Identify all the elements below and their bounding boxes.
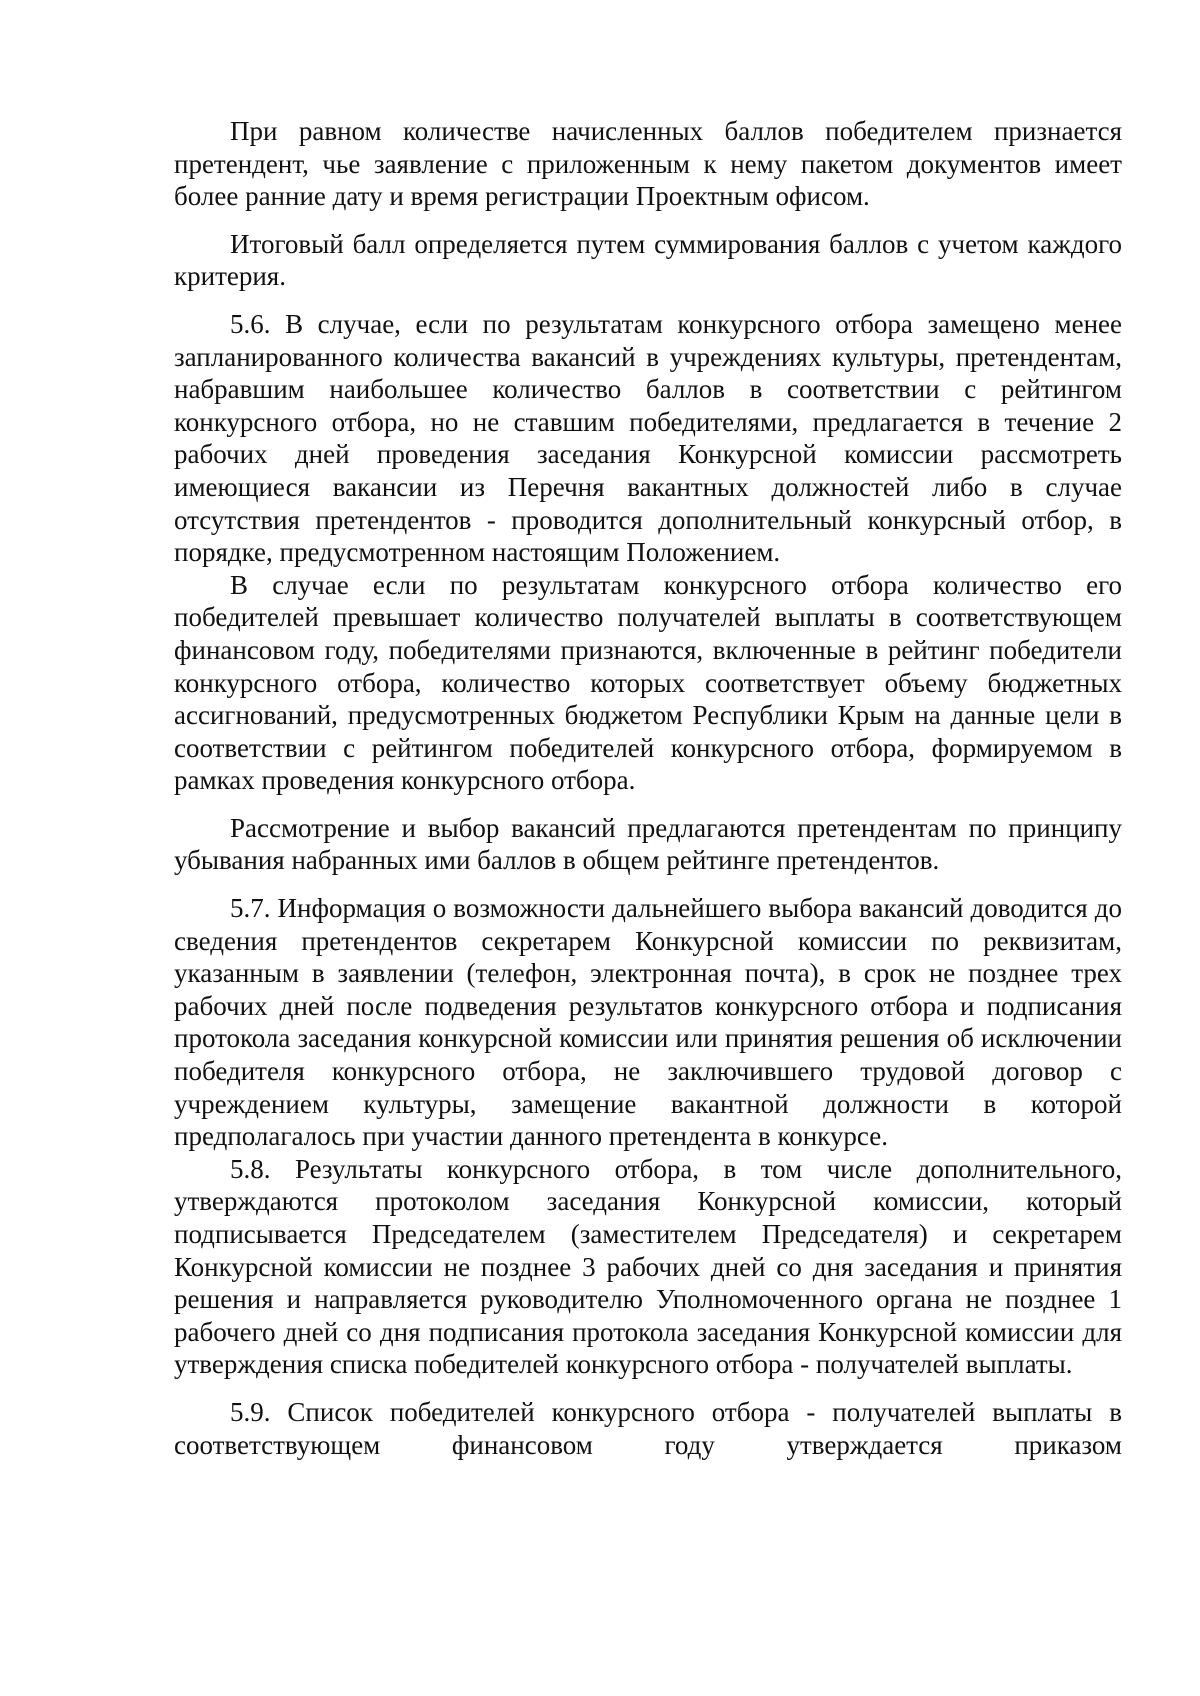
paragraph-final-score: Итоговый балл определяется путем суммирования баллов с учетом каждого критерия. bbox=[174, 228, 1122, 292]
paragraph-equal-points: При равном количестве начисленных баллов победителем признается претендент, чье заявление с приложенным к нему пакетом документов имеет более ранние дату и время регистрации Проектным офисом. bbox=[174, 116, 1122, 212]
paragraph-5-8: 5.8. Результаты конкурсного отбора, в том числе дополнительного, утверждаются протоколом заседания Конкурсной комиссии, который подписывается Председателем (заместителем Председателя) и секретарем Конкурсной комиссии не позднее 3 рабочих дней со дня заседания и принятия решения и направляется руководителю Уполномоченного органа не позднее 1 рабочего дней со дня подписания протокола заседания Конкурсной комиссии для утверждения списка победителей конкурсного отбора - получателей выплаты. bbox=[174, 1153, 1122, 1380]
paragraph-winners-exceed: В случае если по результатам конкурсного отбора количество его победителей превышает количество получателей выплаты в соответствующем финансовом году, победителями признаются, включенные в рейтинг победители конкурсного отбора, количество которых соответствует объему бюджетных ассигнований, предусмотренных бюджетом Республики Крым на данные цели в соответствии с рейтингом победителей конкурсного отбора, формируемом в рамках проведения конкурсного отбора. bbox=[174, 569, 1122, 796]
paragraph-5-6: 5.6. В случае, если по результатам конкурсного отбора замещено менее запланированного количества вакансий в учреждениях культуры, претендентам, набравшим наибольшее количество баллов в соответствии с рейтингом конкурсного отбора, но не ставшим победителями, предлагается в течение 2 рабочих дней проведения заседания Конкурсной комиссии рассмотреть имеющиеся вакансии из Перечня вакантных должностей либо в случае отсутствия претендентов - проводится дополнительный конкурсный отбор, в порядке, предусмотренном настоящим Положением. bbox=[174, 308, 1122, 568]
document-page bbox=[174, 115, 1122, 1461]
paragraph-vacancy-selection: Рассмотрение и выбор вакансий предлагаются претендентам по принципу убывания набранных ими баллов в общем рейтинге претендентов. bbox=[174, 812, 1122, 876]
paragraph-5-7: 5.7. Информация о возможности дальнейшего выбора вакансий доводится до сведения претендентов секретарем Конкурсной комиссии по реквизитам, указанным в заявлении (телефон, электронная почта), в срок не позднее трех рабочих дней после подведения результатов конкурсного отбора и подписания протокола заседания конкурсной комиссии или принятия решения об исключении победителя конкурсного отбора, не заключившего трудовой договор с учреждением культуры, замещение вакантной должности в которой предполагалось при участии данного претендента в конкурсе. bbox=[174, 893, 1122, 1152]
paragraph-5-9: 5.9. Список победителей конкурсного отбора - получателей выплаты в соответствующем финансовом году утверждается приказом bbox=[174, 1396, 1122, 1460]
